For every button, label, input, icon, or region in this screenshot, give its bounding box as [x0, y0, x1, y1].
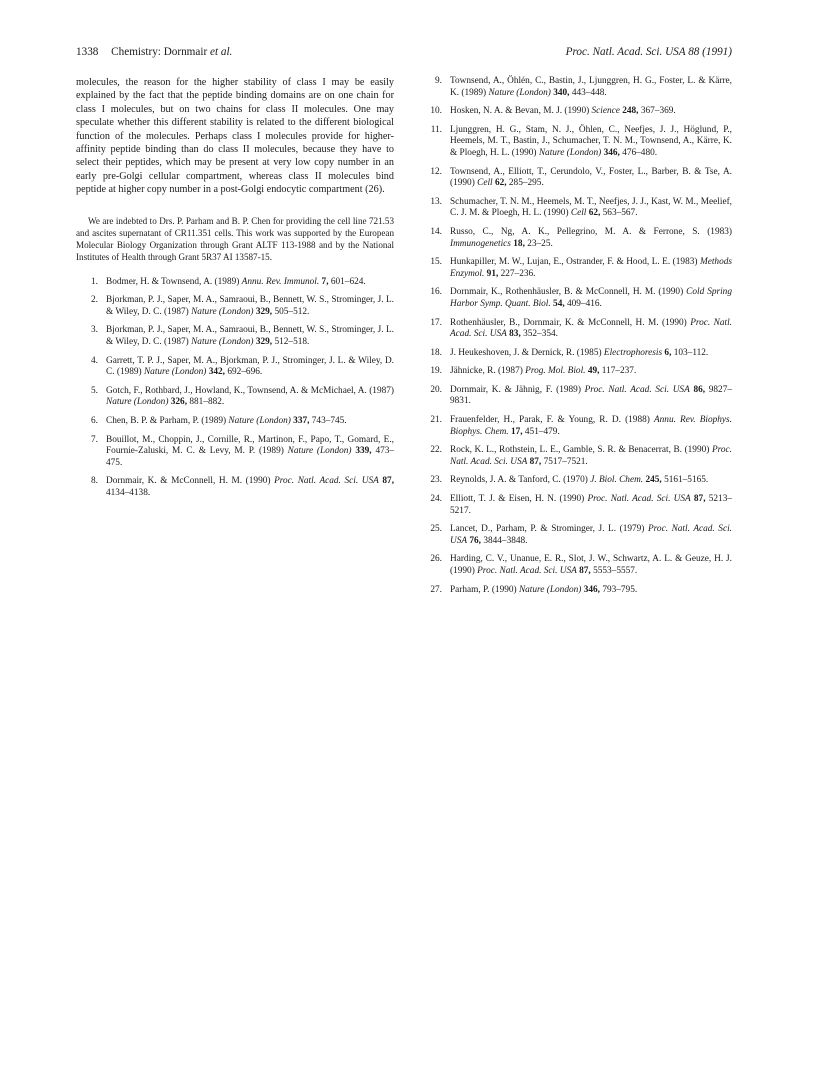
reference-volume: 62,: [494, 178, 507, 189]
reference-item: [420, 348, 732, 360]
reference-item: [76, 295, 394, 318]
reference-number: 15.: [430, 257, 442, 268]
reference-number: 19.: [430, 366, 442, 377]
reference-journal: Nature (London): [488, 87, 551, 98]
reference-number: 21.: [430, 415, 442, 426]
reference-pages: 7517–7521.: [543, 456, 588, 467]
reference-pages: 563–567.: [602, 208, 638, 219]
reference-item: [420, 524, 732, 547]
reference-pages: 9827–9831.: [450, 384, 732, 407]
reference-journal: Nature (London): [143, 367, 207, 378]
reference-journal: Proc. Natl. Acad. Sci. USA: [274, 476, 379, 487]
page-number: 1338: [76, 46, 99, 58]
reference-item: [76, 277, 394, 289]
reference-authors: Bjorkman, P. J., Saper, M. A., Samraoui, B., Bennett, W. S., Strominger, J. L. & Wiley, D. C. (1987): [106, 295, 394, 317]
reference-number: 23.: [430, 475, 442, 486]
reference-item: [420, 197, 732, 220]
reference-number: 26.: [430, 554, 442, 565]
reference-number: 20.: [430, 384, 442, 395]
section-title: Chemistry: Dornmair: [111, 46, 208, 58]
reference-authors: Chen, B. P. & Parham, P. (1989): [106, 416, 227, 426]
reference-authors: Hosken, N. A. & Bevan, M. J. (1990): [450, 106, 590, 117]
reference-journal: Methods Enzymol.: [450, 257, 732, 279]
reference-authors: Hunkapiller, M. W., Lujan, E., Ostrander, F. & Hood, L. E. (1983): [450, 257, 698, 268]
reference-authors: Dornmair, K. & Jähnig, F. (1989): [450, 384, 581, 395]
reference-journal: Nature (London): [191, 337, 254, 348]
reference-list-left: [76, 277, 394, 500]
left-column: [76, 76, 394, 507]
reference-journal: Proc. Natl. Acad. Sci. USA: [450, 524, 732, 546]
reference-pages: 5161–5165.: [664, 475, 709, 486]
reference-journal: Proc. Natl. Acad. Sci. USA: [450, 317, 732, 340]
reference-authors: Harding, C. V., Unanue, E. R., Slot, J. W., Schwartz, A. L. & Geuze, H. J. (1990): [450, 554, 732, 576]
reference-volume: 87,: [382, 476, 395, 487]
reference-item: [420, 125, 732, 160]
reference-item: [420, 585, 732, 597]
reference-authors: J. Heukeshoven, J. & Dernick, R. (1985): [450, 347, 602, 358]
reference-authors: Townsend, A., Elliott, T., Cerundolo, V., Foster, L., Barber, B. & Tse, A. (1990): [450, 166, 732, 189]
reference-journal: Nature (London): [287, 446, 352, 457]
page-header: [76, 44, 732, 60]
reference-list-right: [420, 76, 732, 596]
reference-journal: Cell: [570, 208, 587, 219]
reference-item: [76, 356, 394, 379]
reference-pages: 451–479.: [524, 426, 560, 437]
reference-journal: Proc. Natl. Acad. Sci. USA: [477, 566, 577, 576]
reference-pages: 692–696.: [227, 367, 263, 378]
reference-journal: Proc. Natl. Acad. Sci. USA: [584, 384, 690, 395]
reference-authors: Rothenhäusler, B., Dornmair, K. & McConnell, H. M. (1990): [450, 317, 687, 328]
reference-journal: Cold Spring Harbor Symp. Quant. Biol.: [450, 287, 732, 309]
reference-number: 18.: [430, 347, 442, 358]
reference-item: [420, 494, 732, 517]
reference-authors: Frauenfelder, H., Parak, F. & Young, R. D. (1988): [450, 415, 650, 426]
reference-pages: 285–295.: [508, 178, 544, 189]
reference-authors: Schumacher, T. N. M., Heemels, M. T., Neefjes, J. J., Kast, W. M., Meelief, C. J. M. & Ploegh, H. L. (1990): [450, 196, 732, 219]
reference-number: 5.: [91, 385, 98, 396]
reference-journal: Nature (London): [518, 584, 582, 595]
reference-pages: 352–354.: [523, 329, 558, 340]
reference-number: 11.: [430, 124, 442, 135]
reference-number: 27.: [430, 584, 442, 595]
reference-item: [420, 227, 732, 250]
reference-journal: Electrophoresis: [603, 347, 663, 358]
reference-authors: Garrett, T. P. J., Saper, M. A., Bjorkman, P. J., Strominger, J. L. & Wiley, D. C. (1989): [106, 355, 394, 378]
reference-volume: 17,: [510, 426, 523, 437]
reference-authors: Lancet, D., Parham, P. & Strominger, J. L. (1979): [450, 524, 645, 535]
reference-pages: 227–236.: [500, 268, 536, 279]
reference-volume: 7,: [321, 276, 329, 287]
reference-authors: Reynolds, J. A. & Tanford, C. (1970): [450, 475, 588, 486]
reference-item: [420, 318, 732, 341]
reference-item: [420, 415, 732, 438]
reference-volume: 340,: [553, 87, 570, 98]
reference-item: [420, 257, 732, 280]
reference-volume: 6,: [664, 347, 672, 358]
reference-number: 2.: [91, 295, 98, 306]
reference-item: [420, 554, 732, 577]
reference-pages: 473–475.: [106, 446, 395, 468]
reference-number: 3.: [91, 325, 98, 336]
reference-pages: 4134–4138.: [106, 487, 151, 498]
reference-authors: Russo, C., Ng, A. K., Pellegrino, M. A. & Ferrone, S. (1983): [450, 226, 732, 237]
journal-citation: Proc. Natl. Acad. Sci. USA 88 (1991): [565, 46, 732, 58]
reference-authors: Jähnicke, R. (1987): [450, 366, 523, 377]
reference-journal: Nature (London): [106, 397, 169, 408]
reference-volume: 329,: [255, 337, 273, 348]
reference-number: 24.: [430, 494, 442, 505]
reference-pages: 3844–3848.: [483, 535, 528, 546]
reference-number: 14.: [430, 226, 442, 237]
reference-number: 12.: [430, 166, 442, 177]
reference-authors: Dornmair, K. & McConnell, H. M. (1990): [106, 476, 271, 487]
reference-pages: 476–480.: [622, 147, 658, 158]
reference-authors: Ljunggren, H. G., Stam, N. J., Öhlen, C., Neefjes, J. J., Höglund, P., Heemels, M. T., Bastin, J., Schumacher, T. N. M., Townsend, A., Kärre, K. & Ploegh, H. L. (1990): [450, 124, 732, 158]
reference-volume: 86,: [693, 384, 706, 395]
reference-number: 13.: [430, 196, 442, 207]
reference-volume: 87,: [693, 494, 706, 505]
reference-journal: Nature (London): [228, 416, 291, 426]
reference-pages: 5553–5557.: [593, 566, 638, 576]
reference-number: 7.: [91, 434, 98, 445]
reference-journal: Annu. Rev. Biophys. Biophys. Chem.: [450, 415, 732, 437]
reference-volume: 76,: [469, 535, 481, 546]
header-left: [76, 44, 232, 60]
reference-pages: 443–448.: [571, 87, 607, 98]
reference-number: 17.: [430, 317, 442, 328]
reference-pages: 505–512.: [274, 306, 310, 317]
reference-journal: Proc. Natl. Acad. Sci. USA: [450, 445, 732, 467]
reference-pages: 881–882.: [189, 397, 225, 408]
reference-number: 22.: [430, 445, 442, 456]
reference-item: [420, 287, 732, 310]
reference-number: 8.: [91, 476, 98, 487]
reference-volume: 337,: [293, 416, 310, 426]
reference-number: 16.: [430, 287, 442, 298]
reference-item: [420, 385, 732, 408]
reference-volume: 248,: [622, 106, 639, 117]
reference-authors: Parham, P. (1990): [450, 584, 517, 595]
reference-item: [420, 106, 732, 118]
reference-journal: Immunogenetics: [450, 238, 511, 249]
reference-pages: 512–518.: [274, 337, 310, 348]
reference-item: [420, 475, 732, 487]
reference-pages: 409–416.: [567, 298, 602, 309]
reference-authors: Bodmer, H. & Townsend, A. (1989): [106, 276, 240, 287]
reference-journal: Cell: [477, 178, 493, 189]
reference-pages: 23–25.: [527, 238, 553, 249]
reference-volume: 87,: [529, 456, 542, 467]
reference-pages: 743–745.: [311, 416, 347, 426]
reference-volume: 18,: [513, 238, 525, 249]
reference-journal: Annu. Rev. Immunol.: [241, 276, 320, 287]
reference-volume: 83,: [509, 329, 521, 340]
reference-number: 10.: [430, 106, 442, 117]
reference-number: 6.: [91, 416, 98, 426]
reference-volume: 342,: [208, 367, 225, 378]
reference-number: 25.: [430, 524, 442, 535]
reference-volume: 62,: [588, 208, 601, 219]
reference-number: 1.: [91, 276, 98, 287]
right-column: [420, 76, 732, 603]
reference-authors: Bjorkman, P. J., Saper, M. A., Samraoui, B., Bennett, W. S., Strominger, J. L. & Wiley, D. C. (1987): [106, 325, 394, 348]
reference-pages: 5213–5217.: [450, 494, 732, 516]
reference-volume: 346,: [583, 584, 600, 595]
reference-authors: Elliott, T. J. & Eisen, H. N. (1990): [450, 494, 585, 505]
reference-item: [420, 76, 732, 99]
reference-authors: Townsend, A., Öhlén, C., Bastin, J., Ljunggren, H. G., Foster, L. & Kärre, K. (1989): [450, 76, 732, 98]
reference-volume: 87,: [579, 566, 591, 576]
body-paragraph: molecules, the reason for the higher stability of class I may be easily explained by the fact that the peptide binding domains are on one chain for class I molecules, but on two chains for class II molecules. One may speculate whether this different stability is related to the different biological function of the molecules. Perhaps class I molecules provide for higher-affinity peptide binding than do class II molecules, because they have to select their peptides, which may be present at very low copy number in an early pre-Golgi cellular compartment, whereas class II molecules bind peptide at higher copy number in a post-Golgi endocytic compartment (26).: [76, 77, 394, 196]
reference-pages: 793–795.: [602, 584, 638, 595]
reference-volume: 346,: [603, 147, 620, 158]
reference-authors: Rock, K. L., Rothstein, L. E., Gamble, S. R. & Benacerrat, B. (1990): [450, 445, 710, 456]
reference-item: [420, 366, 732, 378]
acknowledgment: We are indebted to Drs. P. Parham and B. P. Chen for providing the cell line 721.53 and ascites supernatant of CR11.351 cells. This work was supported by the European Molecular Biology Organization through Grant ALTF 113-1988 and by the National Institutes of Health through Grant 5R37 AI 13587-15.: [76, 215, 394, 262]
reference-authors: Dornmair, K., Rothenhäusler, B. & McConnell, H. M. (1990): [450, 287, 684, 298]
reference-item: [420, 445, 732, 468]
reference-pages: 117–237.: [601, 366, 637, 377]
reference-journal: J. Biol. Chem.: [590, 475, 644, 486]
reference-item: [76, 416, 394, 428]
reference-item: [76, 325, 394, 348]
reference-volume: 339,: [355, 446, 372, 457]
reference-number: 4.: [91, 355, 98, 366]
reference-volume: 326,: [170, 397, 188, 408]
section-title-suffix: et al.: [209, 46, 233, 58]
reference-journal: Nature (London): [191, 306, 254, 317]
reference-item: [76, 386, 394, 409]
reference-pages: 103–112.: [673, 347, 709, 358]
reference-authors: Bouillot, M., Choppin, J., Cornille, R., Martinon, F., Papo, T., Gomard, E., Fournie-Zaluski, M. C. & Levy, M. P. (1989): [106, 434, 394, 457]
reference-number: 9.: [435, 76, 442, 86]
reference-pages: 601–624.: [330, 276, 366, 287]
reference-journal: Prog. Mol. Biol.: [525, 366, 586, 377]
reference-journal: Proc. Natl. Acad. Sci. USA: [587, 494, 691, 505]
reference-volume: 91,: [486, 268, 499, 279]
reference-volume: 49,: [587, 366, 600, 377]
reference-authors: Gotch, F., Rothbard, J., Howland, K., Townsend, A. & McMichael, A. (1987): [106, 385, 394, 396]
reference-item: [76, 476, 394, 499]
reference-journal: Nature (London): [538, 147, 602, 158]
reference-item: [76, 435, 394, 470]
reference-journal: Science: [591, 106, 620, 117]
reference-pages: 367–369.: [640, 106, 676, 117]
reference-volume: 245,: [645, 475, 662, 486]
reference-volume: 54,: [553, 298, 565, 309]
reference-item: [420, 167, 732, 190]
reference-volume: 329,: [255, 306, 273, 317]
